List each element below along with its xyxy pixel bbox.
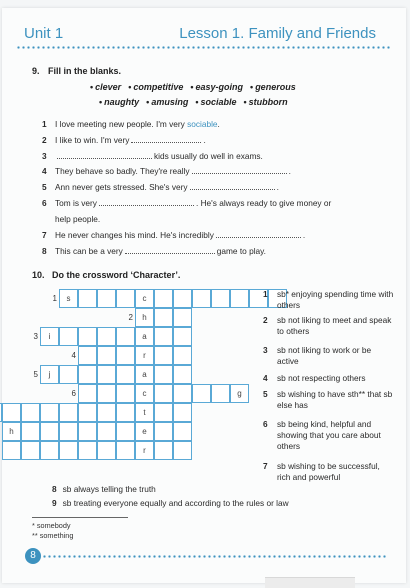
word-bank-item: • easy-going (190, 82, 243, 92)
sentence-before: help people. (55, 214, 101, 224)
sentence-number: 7 (42, 230, 47, 240)
header-dotted-divider (16, 46, 392, 49)
crossword-cell[interactable] (154, 365, 173, 384)
sentence-after: . He's always ready to give money or (195, 198, 332, 208)
crossword-cell-prefilled: c (135, 384, 154, 403)
sentence-text (55, 135, 206, 145)
sentence-text (55, 246, 266, 256)
crossword-cell[interactable] (154, 346, 173, 365)
crossword-cell[interactable] (192, 384, 211, 403)
workbook-page (2, 8, 406, 583)
footnote-something: ** something (32, 531, 74, 540)
crossword-cell[interactable] (21, 403, 40, 422)
sentence-after: game to play. (216, 246, 266, 256)
crossword-row-number: 3 (33, 332, 38, 341)
clue-number: 2 (263, 315, 268, 325)
word-bank-item: • competitive (128, 82, 183, 92)
unit-title: Unit 1 (24, 25, 64, 42)
answer-blank[interactable] (57, 157, 152, 159)
crossword-cell[interactable] (230, 289, 249, 308)
sentence-before: Ann never gets stressed. She's very (55, 182, 188, 192)
sentence-after: . (276, 182, 279, 192)
sentence-number: 5 (42, 182, 47, 192)
clue-number: 1 (263, 289, 268, 299)
sentence-before: I love meeting new people. I'm very (55, 119, 185, 129)
crossword-cell[interactable] (116, 403, 135, 422)
crossword-cell[interactable] (211, 289, 230, 308)
clue-8 (52, 484, 156, 494)
crossword-cell[interactable] (173, 346, 192, 365)
crossword-cell-prefilled: r (135, 441, 154, 460)
crossword-cell-prefilled: g (230, 384, 249, 403)
exercise-10-number: 10. (32, 270, 45, 280)
sentence-before: Tom is very (55, 198, 97, 208)
crossword-row-number: 4 (71, 351, 76, 360)
crossword-cell[interactable] (21, 441, 40, 460)
crossword-row-number: 1 (52, 294, 57, 303)
bottom-label-sticker (265, 577, 355, 588)
crossword-cell[interactable] (154, 403, 173, 422)
crossword-cell[interactable] (59, 365, 78, 384)
answer-blank[interactable] (125, 252, 215, 254)
sentence-text (55, 214, 100, 224)
crossword-cell[interactable] (173, 289, 192, 308)
word-bank-item: • generous (250, 82, 296, 92)
footnote-divider (32, 517, 128, 518)
crossword-cell[interactable] (59, 441, 78, 460)
crossword-cell[interactable] (116, 289, 135, 308)
word-bank-item: • stubborn (244, 97, 288, 107)
crossword-cell-prefilled: c (135, 289, 154, 308)
crossword-cell[interactable] (116, 346, 135, 365)
clue-number: 5 (263, 389, 268, 399)
sentence-text (55, 182, 279, 192)
crossword-cell[interactable] (97, 327, 116, 346)
crossword-cell[interactable] (78, 327, 97, 346)
clue-number: 3 (263, 345, 268, 355)
crossword-cell-prefilled: e (135, 422, 154, 441)
crossword-cell[interactable] (173, 441, 192, 460)
crossword-cell[interactable] (97, 441, 116, 460)
word-bank-row-2 (99, 97, 295, 107)
sentence-before: He never changes his mind. He's incredibly (55, 230, 214, 240)
crossword-cell[interactable] (78, 384, 97, 403)
sentence-number: 2 (42, 135, 47, 145)
sentence-number: 6 (42, 198, 47, 208)
crossword-cell[interactable] (2, 403, 21, 422)
crossword-cell[interactable] (40, 403, 59, 422)
crossword-cell[interactable] (78, 346, 97, 365)
sentence-before: This can be a very (55, 246, 123, 256)
crossword-cell[interactable] (40, 422, 59, 441)
crossword-cell[interactable] (116, 327, 135, 346)
crossword-cell[interactable] (40, 441, 59, 460)
clue-number: 6 (263, 419, 268, 429)
crossword-cell[interactable] (78, 289, 97, 308)
sentence-after: . (288, 166, 291, 176)
crossword-cell[interactable] (21, 422, 40, 441)
sentence-number: 8 (42, 246, 47, 256)
crossword-cell-prefilled: a (135, 365, 154, 384)
sentence-text (55, 198, 331, 208)
crossword-cell-prefilled: s (59, 289, 78, 308)
sentence-text (55, 151, 263, 161)
crossword-cell[interactable] (173, 308, 192, 327)
crossword-cell[interactable] (173, 384, 192, 403)
crossword-cell[interactable] (97, 346, 116, 365)
crossword-cell[interactable] (173, 403, 192, 422)
answer-blank[interactable] (99, 204, 194, 206)
sentence-number: 1 (42, 119, 47, 129)
sentence-after: . (302, 230, 306, 240)
clue-text: sb always telling the truth (62, 484, 156, 494)
clue-text: sb being kind, helpful and showing that you care about others (277, 419, 381, 451)
sentence-after: kids usually do well in exams. (154, 151, 263, 161)
answer-blank[interactable] (190, 188, 275, 190)
answer-blank[interactable] (216, 236, 301, 238)
sentence-answer: sociable (184, 119, 218, 129)
crossword-cell-prefilled: h (135, 308, 154, 327)
sentence-number: 4 (42, 166, 47, 176)
sentence-text (55, 119, 220, 129)
clue-text: sb wishing to have sth** that sb else has (277, 389, 393, 410)
sentence-text (55, 166, 291, 176)
sentence-before: They behave so badly. They're really (55, 166, 190, 176)
crossword-cell[interactable] (154, 289, 173, 308)
clue-number: 4 (263, 373, 268, 383)
crossword-cell[interactable] (97, 403, 116, 422)
word-bank-item: • clever (90, 82, 121, 92)
crossword-cell[interactable] (173, 327, 192, 346)
crossword-cell[interactable] (154, 422, 173, 441)
clue-text: sb wishing to be successful, rich and powerful (277, 461, 380, 482)
crossword-cell[interactable] (59, 327, 78, 346)
crossword-row-number: 6 (71, 389, 76, 398)
crossword-cell[interactable] (78, 403, 97, 422)
clue-text: sb* enjoying spending time with others (277, 289, 394, 310)
crossword-cell-prefilled: j (40, 365, 59, 384)
exercise-9-title (32, 66, 121, 76)
clue-text: sb not respecting others (277, 373, 366, 383)
crossword-cell[interactable] (59, 403, 78, 422)
word-bank-row-1 (90, 82, 303, 92)
clue-number: 8 (52, 484, 57, 494)
clue-text: sb treating everyone equally and according to the rules or law (62, 498, 289, 508)
crossword-cell[interactable] (116, 441, 135, 460)
exercise-10-instruction: Do the crossword ‘Character’. (52, 270, 181, 280)
crossword-cell-prefilled: h (2, 422, 21, 441)
crossword-cell[interactable] (154, 308, 173, 327)
exercise-10-title (32, 270, 180, 280)
crossword-cell-prefilled: a (135, 327, 154, 346)
clue-9 (52, 498, 289, 508)
crossword-cell-prefilled: i (40, 327, 59, 346)
clue-number: 7 (263, 461, 268, 471)
crossword-row-number: 2 (128, 313, 133, 322)
sentence-number: 3 (42, 151, 47, 161)
answer-blank[interactable] (131, 141, 201, 143)
crossword-cell[interactable] (78, 365, 97, 384)
crossword-cell[interactable] (59, 422, 78, 441)
crossword-cell[interactable] (2, 441, 21, 460)
footnote-somebody: * somebody (32, 521, 71, 530)
sentence-after: . (217, 119, 220, 129)
crossword-cell[interactable] (116, 384, 135, 403)
crossword-cell[interactable] (78, 422, 97, 441)
crossword-cell[interactable] (78, 441, 97, 460)
crossword-cell[interactable] (154, 441, 173, 460)
crossword-cell[interactable] (173, 365, 192, 384)
crossword-cell[interactable] (154, 327, 173, 346)
clue-number: 9 (52, 498, 57, 508)
crossword-cell[interactable] (211, 384, 230, 403)
crossword-cell[interactable] (154, 384, 173, 403)
crossword-cell[interactable] (97, 384, 116, 403)
crossword-cell[interactable] (173, 422, 192, 441)
crossword-cell[interactable] (97, 365, 116, 384)
sentence-after: . (203, 135, 206, 145)
word-bank-item: • amusing (146, 97, 188, 107)
sentence-text (55, 230, 305, 240)
clue-text: sb not liking to work or be active (277, 345, 372, 366)
crossword-cell[interactable] (116, 422, 135, 441)
crossword-cell[interactable] (97, 289, 116, 308)
crossword-cell[interactable] (116, 365, 135, 384)
crossword-cell-prefilled: t (135, 403, 154, 422)
lesson-title: Lesson 1. Family and Friends (179, 25, 376, 42)
answer-blank[interactable] (192, 172, 287, 174)
exercise-9-instruction: Fill in the blanks. (48, 66, 122, 76)
exercise-9-number: 9. (32, 66, 40, 76)
word-bank-item: • naughty (99, 97, 139, 107)
footer-dotted-divider (42, 555, 386, 558)
crossword-row-number: 5 (33, 370, 38, 379)
sentence-before: I like to win. I'm very (55, 135, 130, 145)
crossword-cell-prefilled: r (135, 346, 154, 365)
word-bank-item: • sociable (195, 97, 236, 107)
page-number-badge: 8 (25, 548, 41, 564)
crossword-cell[interactable] (192, 289, 211, 308)
clue-text: sb not liking to meet and speak to others (277, 315, 392, 336)
crossword-cell[interactable] (97, 422, 116, 441)
